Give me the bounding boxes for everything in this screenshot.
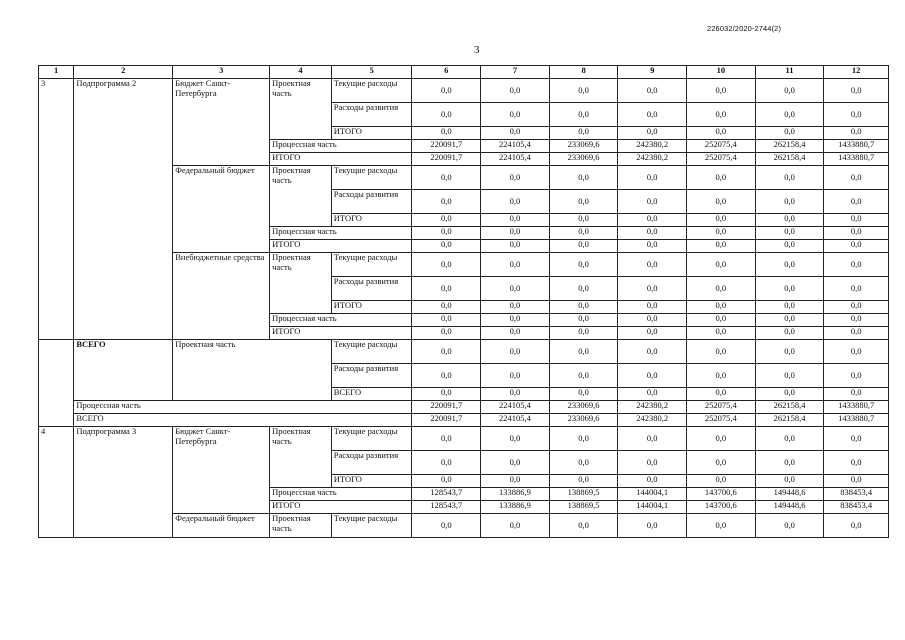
column-header: 11 — [755, 66, 824, 79]
value-cell: 262158,4 — [755, 414, 824, 427]
value-cell: 252075,4 — [687, 401, 756, 414]
value-cell: 0,0 — [618, 240, 687, 253]
value-cell: 252075,4 — [687, 140, 756, 153]
value-cell: 0,0 — [412, 327, 481, 340]
value-cell: 0,0 — [755, 388, 824, 401]
project-part-label: Проектная часть — [270, 514, 332, 538]
current-expenses-label: Текущие расходы — [331, 253, 412, 277]
value-cell: 0,0 — [755, 103, 824, 127]
value-cell: 0,0 — [549, 388, 618, 401]
value-cell: 262158,4 — [755, 401, 824, 414]
value-cell: 0,0 — [412, 127, 481, 140]
value-cell: 0,0 — [824, 79, 889, 103]
value-cell: 0,0 — [824, 127, 889, 140]
value-cell: 0,0 — [481, 79, 550, 103]
value-cell: 0,0 — [412, 475, 481, 488]
value-cell: 233069,6 — [549, 401, 618, 414]
value-cell: 0,0 — [618, 475, 687, 488]
value-cell: 0,0 — [687, 475, 756, 488]
value-cell: 0,0 — [687, 240, 756, 253]
value-cell: 224105,4 — [481, 153, 550, 166]
value-cell: 0,0 — [755, 190, 824, 214]
value-cell: 0,0 — [481, 475, 550, 488]
development-expenses-label: Расходы развития — [331, 451, 412, 475]
value-cell: 0,0 — [687, 451, 756, 475]
value-cell: 0,0 — [618, 214, 687, 227]
value-cell: 0,0 — [687, 253, 756, 277]
value-cell: 0,0 — [481, 514, 550, 538]
value-cell: 0,0 — [687, 388, 756, 401]
subprogram-name: Подпрограмма 3 — [74, 427, 173, 538]
value-cell: 0,0 — [549, 451, 618, 475]
value-cell: 0,0 — [481, 301, 550, 314]
value-cell: 0,0 — [549, 227, 618, 240]
value-cell: 0,0 — [412, 364, 481, 388]
value-cell: 0,0 — [687, 277, 756, 301]
subprogram-name: Подпрограмма 2 — [74, 79, 173, 340]
value-cell: 0,0 — [824, 253, 889, 277]
value-cell: 0,0 — [618, 327, 687, 340]
value-cell: 0,0 — [481, 451, 550, 475]
value-cell: 0,0 — [687, 166, 756, 190]
column-header: 6 — [412, 66, 481, 79]
value-cell: 0,0 — [481, 427, 550, 451]
value-cell: 220091,7 — [412, 153, 481, 166]
table-row — [39, 66, 889, 79]
value-cell: 838453,4 — [824, 501, 889, 514]
subtotal-label: ИТОГО — [331, 127, 412, 140]
value-cell: 242380,2 — [618, 414, 687, 427]
value-cell: 252075,4 — [687, 414, 756, 427]
project-part-label: Проектная часть — [270, 79, 332, 140]
value-cell: 0,0 — [549, 364, 618, 388]
value-cell: 0,0 — [618, 451, 687, 475]
value-cell: 0,0 — [549, 240, 618, 253]
value-cell: 0,0 — [618, 427, 687, 451]
value-cell: 0,0 — [549, 314, 618, 327]
value-cell: 0,0 — [824, 103, 889, 127]
column-header: 8 — [549, 66, 618, 79]
value-cell: 0,0 — [755, 79, 824, 103]
value-cell: 149448,6 — [755, 501, 824, 514]
value-cell: 0,0 — [618, 227, 687, 240]
column-header: 5 — [331, 66, 412, 79]
value-cell: 1433880,7 — [824, 414, 889, 427]
value-cell: 0,0 — [824, 451, 889, 475]
value-cell: 0,0 — [687, 103, 756, 127]
value-cell: 0,0 — [824, 190, 889, 214]
value-cell: 0,0 — [412, 214, 481, 227]
current-expenses-label: Текущие расходы — [331, 514, 412, 538]
value-cell: 838453,4 — [824, 488, 889, 501]
development-expenses-label: Расходы развития — [331, 277, 412, 301]
total-label: ИТОГО — [270, 153, 412, 166]
value-cell: 0,0 — [412, 103, 481, 127]
value-cell: 0,0 — [549, 127, 618, 140]
value-cell: 0,0 — [481, 364, 550, 388]
value-cell: 0,0 — [687, 427, 756, 451]
value-cell: 0,0 — [755, 166, 824, 190]
value-cell: 0,0 — [755, 364, 824, 388]
value-cell: 0,0 — [755, 340, 824, 364]
value-cell: 0,0 — [755, 301, 824, 314]
value-cell: 262158,4 — [755, 140, 824, 153]
source-federal: Федеральный бюджет — [173, 514, 270, 538]
value-cell: 0,0 — [824, 214, 889, 227]
project-part-total-label: Проектная часть — [173, 340, 331, 401]
value-cell: 0,0 — [618, 127, 687, 140]
column-header: 12 — [824, 66, 889, 79]
value-cell: 0,0 — [618, 190, 687, 214]
value-cell: 0,0 — [618, 514, 687, 538]
value-cell: 0,0 — [412, 340, 481, 364]
value-cell: 0,0 — [687, 79, 756, 103]
value-cell: 252075,4 — [687, 153, 756, 166]
value-cell: 0,0 — [824, 327, 889, 340]
subtotal-label: ИТОГО — [331, 301, 412, 314]
grand-total-name: ВСЕГО — [74, 340, 173, 401]
process-part-label: Процессная часть — [270, 227, 412, 240]
value-cell: 0,0 — [412, 427, 481, 451]
grand-total-label: ВСЕГО — [74, 414, 412, 427]
value-cell: 0,0 — [824, 514, 889, 538]
process-part-total-label: Процессная часть — [74, 401, 412, 414]
value-cell: 143700,6 — [687, 501, 756, 514]
value-cell: 0,0 — [755, 240, 824, 253]
subtotal-label: ИТОГО — [331, 214, 412, 227]
document-code: 226032/2020-2744(2) — [707, 24, 782, 33]
value-cell: 0,0 — [481, 277, 550, 301]
value-cell: 0,0 — [549, 277, 618, 301]
value-cell: 0,0 — [618, 388, 687, 401]
current-expenses-label: Текущие расходы — [331, 340, 412, 364]
source-budget-spb: Бюджет Санкт-Петербурга — [173, 427, 270, 514]
value-cell: 0,0 — [618, 103, 687, 127]
row-number: 4 — [39, 427, 74, 538]
value-cell: 0,0 — [687, 190, 756, 214]
value-cell: 224105,4 — [481, 140, 550, 153]
development-expenses-label: Расходы развития — [331, 190, 412, 214]
column-header: 3 — [173, 66, 270, 79]
value-cell: 0,0 — [824, 227, 889, 240]
value-cell: 0,0 — [412, 227, 481, 240]
value-cell: 0,0 — [481, 340, 550, 364]
value-cell: 0,0 — [824, 388, 889, 401]
table-row — [39, 340, 889, 364]
value-cell: 0,0 — [824, 166, 889, 190]
value-cell: 0,0 — [549, 514, 618, 538]
table-row — [39, 427, 889, 451]
value-cell: 0,0 — [755, 227, 824, 240]
table-row — [39, 79, 889, 103]
row-number: 3 — [39, 79, 74, 340]
value-cell: 0,0 — [824, 277, 889, 301]
value-cell: 0,0 — [755, 253, 824, 277]
value-cell: 0,0 — [412, 388, 481, 401]
value-cell: 0,0 — [618, 340, 687, 364]
value-cell: 0,0 — [412, 79, 481, 103]
value-cell: 0,0 — [687, 364, 756, 388]
value-cell: 0,0 — [481, 214, 550, 227]
value-cell: 138869,5 — [549, 501, 618, 514]
value-cell: 0,0 — [755, 451, 824, 475]
value-cell: 0,0 — [618, 79, 687, 103]
value-cell: 0,0 — [412, 314, 481, 327]
value-cell: 144004,1 — [618, 501, 687, 514]
value-cell: 0,0 — [549, 103, 618, 127]
value-cell: 0,0 — [755, 214, 824, 227]
column-header: 9 — [618, 66, 687, 79]
value-cell: 128543,7 — [412, 488, 481, 501]
table-row — [39, 401, 889, 414]
value-cell: 0,0 — [824, 364, 889, 388]
empty-cell — [39, 340, 74, 427]
value-cell: 0,0 — [824, 301, 889, 314]
total-label: ИТОГО — [270, 501, 412, 514]
value-cell: 0,0 — [412, 166, 481, 190]
value-cell: 0,0 — [687, 214, 756, 227]
value-cell: 0,0 — [481, 388, 550, 401]
value-cell: 144004,1 — [618, 488, 687, 501]
value-cell: 0,0 — [481, 127, 550, 140]
value-cell: 0,0 — [412, 514, 481, 538]
value-cell: 0,0 — [687, 340, 756, 364]
value-cell: 0,0 — [412, 277, 481, 301]
value-cell: 0,0 — [687, 314, 756, 327]
source-offbudget: Внебюджетные средства — [173, 253, 270, 340]
value-cell: 133886,9 — [481, 501, 550, 514]
value-cell: 220091,7 — [412, 414, 481, 427]
value-cell: 233069,6 — [549, 140, 618, 153]
value-cell: 0,0 — [412, 240, 481, 253]
process-part-label: Процессная часть — [270, 314, 412, 327]
value-cell: 1433880,7 — [824, 140, 889, 153]
value-cell: 0,0 — [618, 253, 687, 277]
development-expenses-label: Расходы развития — [331, 103, 412, 127]
value-cell: 0,0 — [618, 364, 687, 388]
value-cell: 0,0 — [618, 301, 687, 314]
value-cell: 0,0 — [824, 475, 889, 488]
value-cell: 0,0 — [618, 166, 687, 190]
subtotal-label: ВСЕГО — [331, 388, 412, 401]
value-cell: 0,0 — [549, 253, 618, 277]
page-number: 3 — [474, 44, 480, 56]
column-header: 1 — [39, 66, 74, 79]
project-part-label: Проектная часть — [270, 253, 332, 314]
value-cell: 0,0 — [549, 301, 618, 314]
value-cell: 242380,2 — [618, 153, 687, 166]
value-cell: 0,0 — [412, 253, 481, 277]
value-cell: 0,0 — [481, 103, 550, 127]
subtotal-label: ИТОГО — [331, 475, 412, 488]
value-cell: 0,0 — [549, 475, 618, 488]
value-cell: 0,0 — [481, 253, 550, 277]
value-cell: 0,0 — [549, 427, 618, 451]
column-header: 7 — [481, 66, 550, 79]
process-part-label: Процессная часть — [270, 140, 412, 153]
value-cell: 0,0 — [687, 227, 756, 240]
value-cell: 233069,6 — [549, 414, 618, 427]
value-cell: 0,0 — [412, 451, 481, 475]
value-cell: 0,0 — [481, 190, 550, 214]
value-cell: 1433880,7 — [824, 401, 889, 414]
value-cell: 138869,5 — [549, 488, 618, 501]
value-cell: 0,0 — [549, 214, 618, 227]
column-header: 2 — [74, 66, 173, 79]
value-cell: 0,0 — [549, 166, 618, 190]
value-cell: 0,0 — [412, 301, 481, 314]
total-label: ИТОГО — [270, 327, 412, 340]
value-cell: 0,0 — [687, 327, 756, 340]
value-cell: 143700,6 — [687, 488, 756, 501]
source-budget-spb: Бюджет Санкт-Петербурга — [173, 79, 270, 166]
current-expenses-label: Текущие расходы — [331, 166, 412, 190]
value-cell: 0,0 — [824, 340, 889, 364]
value-cell: 0,0 — [755, 475, 824, 488]
value-cell: 0,0 — [549, 190, 618, 214]
column-header: 4 — [270, 66, 332, 79]
value-cell: 0,0 — [481, 240, 550, 253]
value-cell: 0,0 — [618, 277, 687, 301]
value-cell: 0,0 — [755, 314, 824, 327]
value-cell: 0,0 — [687, 301, 756, 314]
value-cell: 0,0 — [549, 340, 618, 364]
value-cell: 0,0 — [618, 314, 687, 327]
value-cell: 1433880,7 — [824, 153, 889, 166]
value-cell: 0,0 — [481, 166, 550, 190]
value-cell: 0,0 — [549, 79, 618, 103]
value-cell: 233069,6 — [549, 153, 618, 166]
value-cell: 0,0 — [481, 227, 550, 240]
value-cell: 242380,2 — [618, 140, 687, 153]
value-cell: 242380,2 — [618, 401, 687, 414]
value-cell: 0,0 — [824, 240, 889, 253]
value-cell: 0,0 — [755, 514, 824, 538]
project-part-label: Проектная часть — [270, 166, 332, 227]
value-cell: 0,0 — [687, 514, 756, 538]
value-cell: 0,0 — [687, 127, 756, 140]
value-cell: 0,0 — [824, 427, 889, 451]
value-cell: 0,0 — [824, 314, 889, 327]
value-cell: 0,0 — [549, 327, 618, 340]
table-row — [39, 414, 889, 427]
value-cell: 220091,7 — [412, 401, 481, 414]
total-label: ИТОГО — [270, 240, 412, 253]
value-cell: 0,0 — [755, 327, 824, 340]
value-cell: 0,0 — [412, 190, 481, 214]
current-expenses-label: Текущие расходы — [331, 427, 412, 451]
project-part-label: Проектная часть — [270, 427, 332, 488]
column-header: 10 — [687, 66, 756, 79]
value-cell: 0,0 — [755, 277, 824, 301]
process-part-label: Процессная часть — [270, 488, 412, 501]
value-cell: 224105,4 — [481, 414, 550, 427]
value-cell: 262158,4 — [755, 153, 824, 166]
value-cell: 224105,4 — [481, 401, 550, 414]
value-cell: 0,0 — [481, 314, 550, 327]
value-cell: 0,0 — [481, 327, 550, 340]
value-cell: 0,0 — [755, 427, 824, 451]
value-cell: 0,0 — [755, 127, 824, 140]
value-cell: 220091,7 — [412, 140, 481, 153]
value-cell: 133886,9 — [481, 488, 550, 501]
current-expenses-label: Текущие расходы — [331, 79, 412, 103]
value-cell: 149448,6 — [755, 488, 824, 501]
value-cell: 128543,7 — [412, 501, 481, 514]
budget-table — [38, 65, 889, 538]
source-federal: Федеральный бюджет — [173, 166, 270, 253]
development-expenses-label: Расходы развития — [331, 364, 412, 388]
